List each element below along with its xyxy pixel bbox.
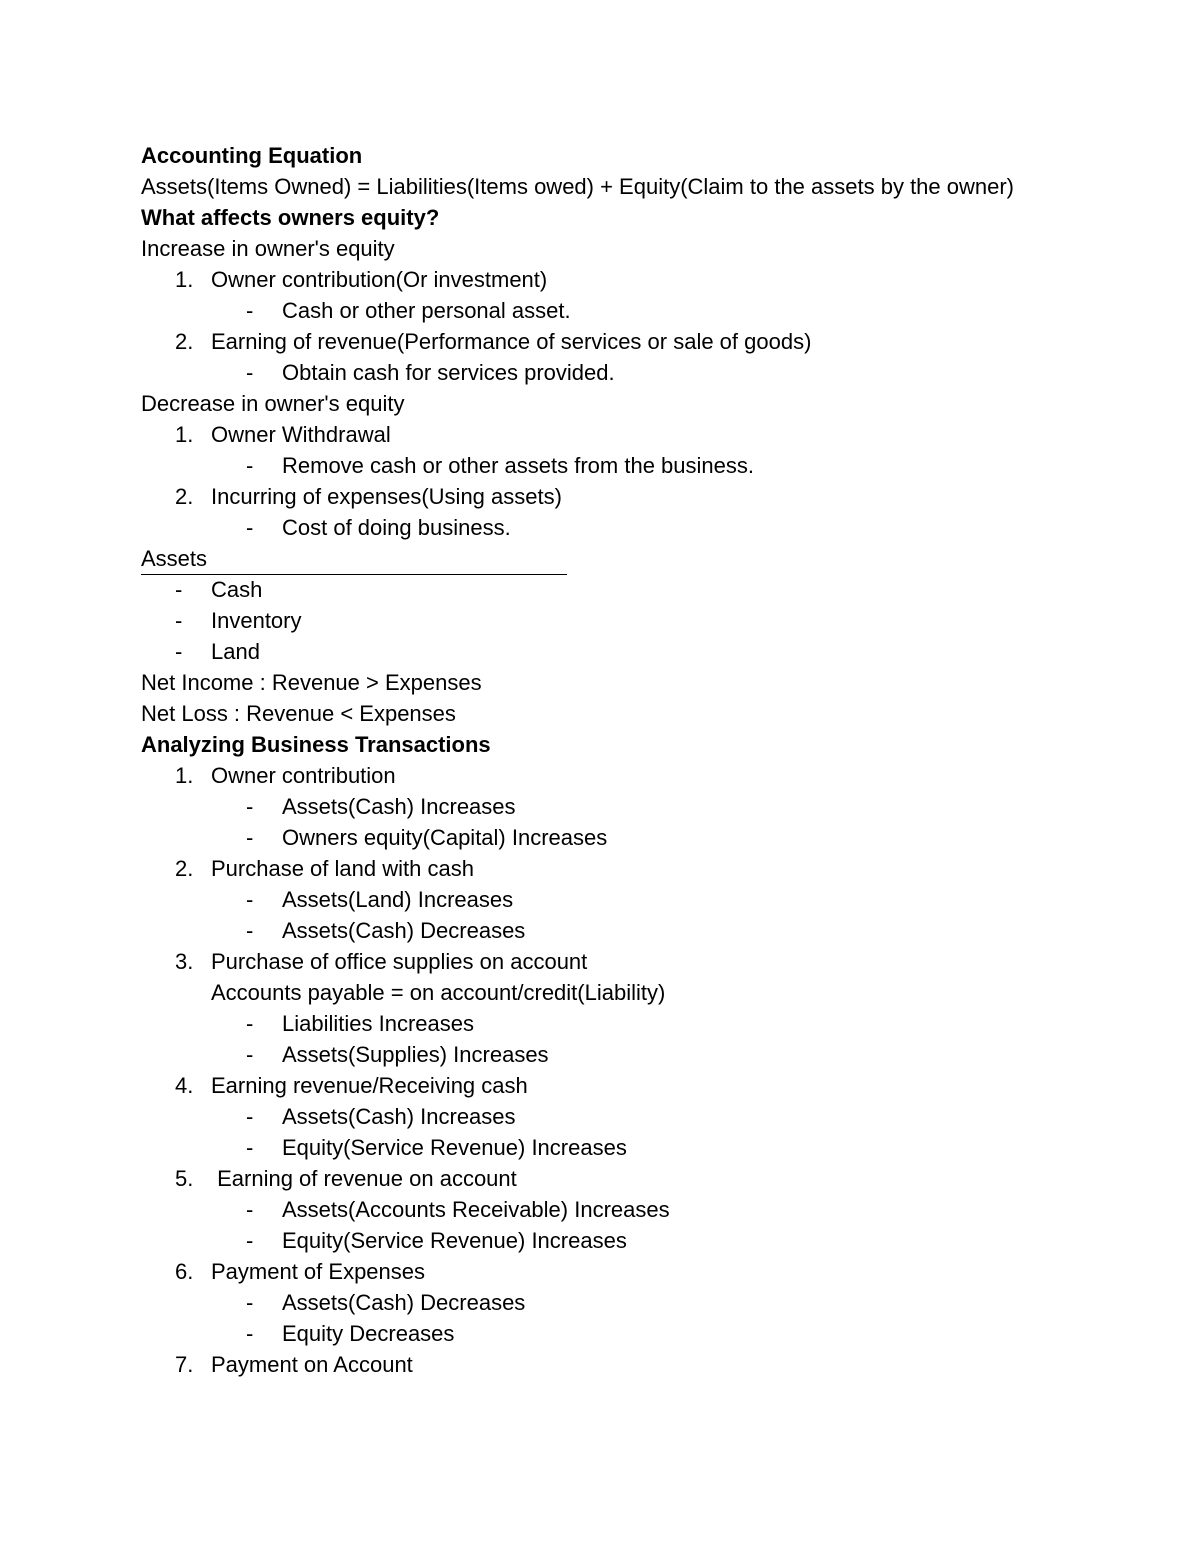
dash-bullet: - (246, 1042, 254, 1067)
list-number: 2. (175, 856, 194, 881)
sub-list-item (141, 1287, 1021, 1318)
net-income-line: Net Income : Revenue > Expenses (141, 670, 482, 695)
sub-list-item (141, 1132, 1021, 1163)
sub-list-item (141, 295, 1021, 326)
list-item-text: Owner Withdrawal (211, 422, 391, 447)
document-content (141, 140, 1021, 1380)
sub-list-item-text: Assets(Land) Increases (282, 887, 514, 912)
list-number: 4. (175, 1073, 194, 1098)
list-number: 2. (175, 484, 194, 509)
sub-list-item-text: Liabilities Increases (282, 1011, 474, 1036)
transaction-item (141, 760, 1021, 791)
sub-list-item-text: Cash or other personal asset. (282, 298, 571, 323)
list-number: 1. (175, 267, 194, 292)
sub-list-item-text: Assets(Supplies) Increases (282, 1042, 549, 1067)
sub-list-item-text: Cost of doing business. (282, 515, 511, 540)
increase-label: Increase in owner's equity (141, 236, 395, 261)
dash-bullet: - (246, 825, 254, 850)
assets-item (141, 636, 1021, 667)
dash-bullet: - (246, 918, 254, 943)
list-item (141, 481, 1021, 512)
sub-list-item-text: Equity(Service Revenue) Increases (282, 1228, 627, 1253)
list-item-text: Incurring of expenses(Using assets) (211, 484, 562, 509)
sub-list-item (141, 884, 1021, 915)
sub-list-item-text: Assets(Cash) Increases (282, 794, 516, 819)
sub-list-item (141, 450, 1021, 481)
transaction-text: Purchase of office supplies on account (211, 949, 588, 974)
assets-item (141, 605, 1021, 636)
dash-bullet: - (246, 1104, 254, 1129)
dash-bullet: - (246, 1290, 254, 1315)
sub-list-item (141, 822, 1021, 853)
sub-list-item-text: Remove cash or other assets from the business. (282, 453, 754, 478)
sub-list-item (141, 915, 1021, 946)
dash-bullet: - (246, 1228, 254, 1253)
dash-bullet: - (246, 1011, 254, 1036)
assets-item-text: Land (211, 639, 260, 664)
decrease-label: Decrease in owner's equity (141, 391, 405, 416)
sub-list-item (141, 357, 1021, 388)
dash-bullet: - (246, 794, 254, 819)
transaction-item (141, 1070, 1021, 1101)
transaction-item (141, 946, 1021, 977)
sub-list-item (141, 1101, 1021, 1132)
transaction-item (141, 1256, 1021, 1287)
net-loss-line: Net Loss : Revenue < Expenses (141, 701, 456, 726)
transaction-text: Earning revenue/Receiving cash (211, 1073, 528, 1098)
sub-list-item (141, 512, 1021, 543)
sub-list-item-text: Assets(Cash) Increases (282, 1104, 516, 1129)
dash-bullet: - (246, 1197, 254, 1222)
sub-list-item-text: Assets(Cash) Decreases (282, 1290, 526, 1315)
heading-accounting-equation: Accounting Equation (141, 143, 363, 168)
dash-bullet: - (246, 360, 254, 385)
sub-list-item-text: Obtain cash for services provided. (282, 360, 615, 385)
dash-bullet: - (175, 639, 183, 664)
sub-list-item-text: Assets(Cash) Decreases (282, 918, 526, 943)
dash-bullet: - (175, 577, 183, 602)
transaction-item (141, 1163, 1021, 1194)
sub-list-item (141, 1225, 1021, 1256)
dash-bullet: - (246, 1321, 254, 1346)
list-number: 3. (175, 949, 194, 974)
assets-item-text: Cash (211, 577, 263, 602)
dash-bullet: - (246, 453, 254, 478)
assets-heading-row (141, 543, 1021, 574)
assets-item-text: Inventory (211, 608, 302, 633)
transaction-item (141, 1349, 1021, 1380)
list-number: 1. (175, 763, 194, 788)
transaction-text: Payment of Expenses (211, 1259, 426, 1284)
transaction-item (141, 853, 1021, 884)
list-number: 6. (175, 1259, 194, 1284)
list-item-text: Earning of revenue(Performance of services or sale of goods) (211, 329, 812, 354)
assets-heading: Assets (141, 544, 567, 575)
list-number: 1. (175, 422, 194, 447)
sub-list-item-text: Equity(Service Revenue) Increases (282, 1135, 627, 1160)
sub-list-item (141, 1194, 1021, 1225)
dash-bullet: - (246, 887, 254, 912)
sub-list-item (141, 1318, 1021, 1349)
sub-list-item-text: Owners equity(Capital) Increases (282, 825, 608, 850)
sub-list-item-text: Assets(Accounts Receivable) Increases (282, 1197, 670, 1222)
equation-text: Assets(Items Owned) = Liabilities(Items owed) + Equity(Claim to the assets by the owner) (141, 174, 1015, 199)
dash-bullet: - (246, 1135, 254, 1160)
list-item (141, 264, 1021, 295)
list-item (141, 419, 1021, 450)
assets-item (141, 574, 1021, 605)
list-item (141, 326, 1021, 357)
transaction-note: Accounts payable = on account/credit(Liability) (211, 980, 666, 1005)
sub-list-item (141, 1039, 1021, 1070)
sub-list-item (141, 1008, 1021, 1039)
sub-list-item-text: Equity Decreases (282, 1321, 455, 1346)
transaction-text: Purchase of land with cash (211, 856, 474, 881)
dash-bullet: - (175, 608, 183, 633)
transaction-text: Owner contribution (211, 763, 396, 788)
list-number: 5. (175, 1166, 194, 1191)
heading-what-affects-equity: What affects owners equity? (141, 205, 440, 230)
dash-bullet: - (246, 298, 254, 323)
heading-analyzing-transactions: Analyzing Business Transactions (141, 732, 491, 757)
dash-bullet: - (246, 515, 254, 540)
list-number: 7. (175, 1352, 194, 1377)
list-item-text: Owner contribution(Or investment) (211, 267, 548, 292)
sub-list-item (141, 791, 1021, 822)
transaction-text: Earning of revenue on account (211, 1166, 517, 1191)
transaction-text: Payment on Account (211, 1352, 413, 1377)
list-number: 2. (175, 329, 194, 354)
